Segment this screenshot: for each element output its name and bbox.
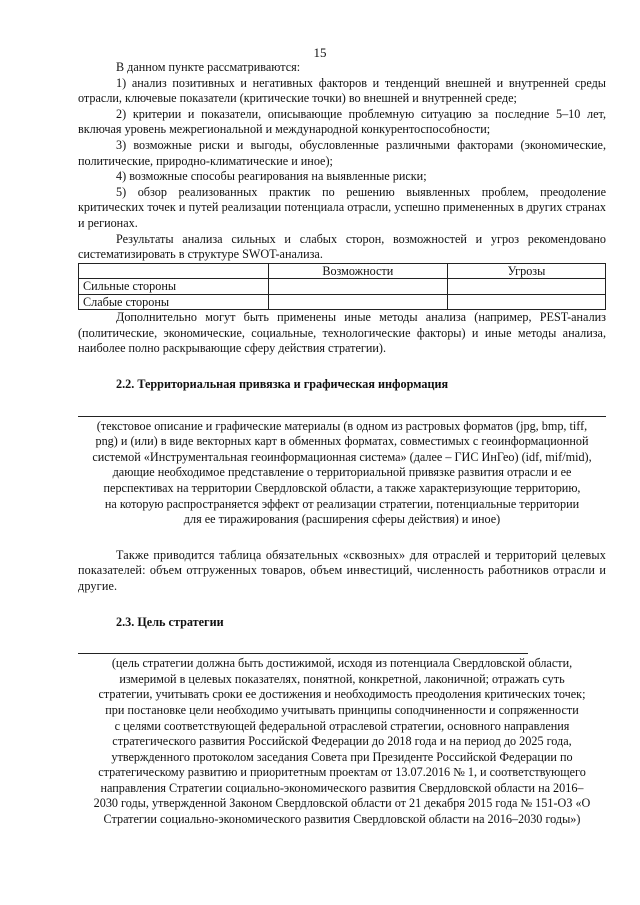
hint-line: дающие необходимое представление о территориальной привязке развития отрасли и ее — [112, 465, 572, 480]
swot-intro: Результаты анализа сильных и слабых сторон, возможностей и угроз рекомендовано систематизировать в структуре SWOT-анализа. — [78, 231, 606, 262]
swot-row-strengths — [79, 279, 606, 295]
hint-line: (текстовое описание и графические материалы (в одном из растровых форматов (jpg, bmp, tiff, — [96, 418, 588, 433]
section-heading-2-2: 2.2. Территориальная привязка и графическая информация — [116, 377, 449, 391]
hint-line: для ее тиражирования (расширения сферы действия) и иное) — [183, 512, 501, 527]
hint-line: стратегическому развитию и приоритетным проектам от 13.07.2016 № 1, и соответствующего — [98, 765, 586, 780]
swot-row-weaknesses — [79, 294, 606, 310]
swot-row-label: Сильные стороны — [79, 279, 269, 295]
hint-line: утвержденного протоколом заседания Совета при Президенте Российской Федерации по — [111, 749, 573, 764]
hint-line: направления Стратегии социально-экономического развития Свердловской области на 2016– — [100, 780, 584, 795]
swot-header-opportunities: Возможности — [268, 263, 447, 279]
list-item: 4) возможные способы реагирования на выявленные риски; — [116, 169, 427, 184]
hint-line: стратегического развития Российской Федерации до 2018 года и на период до 2025 года, — [112, 734, 572, 749]
cross-cutting-indicators-text: Также приводится таблица обязательных «сквозных» для отраслей и территорий целевых показателей: объем отгруженных товаров, объем инвестиций, численность работников отрасли и другие. — [78, 547, 606, 593]
intro-text: В данном пункте рассматриваются: — [116, 60, 301, 74]
section-heading-2-3: 2.3. Цель стратегии — [116, 614, 224, 629]
swot-row-label: Слабые стороны — [79, 294, 269, 310]
list-item: 5) обзор реализованных практик по решению выявленных проблем, преодоление критических точек и путей реализации потенциала отрасли, успешно примененных в других странах и регионах. — [78, 184, 606, 230]
hint-line: стратегии, учитывать сроки ее достижения и необходимость преодоления критических точек; — [98, 687, 586, 702]
swot-header-empty — [79, 263, 269, 279]
swot-cell — [268, 279, 447, 295]
swot-header-row — [79, 263, 606, 279]
hint-line: перспективах на территории Свердловской области, а также характеризующие территорию, — [103, 480, 581, 495]
hint-line: на которую распространяется эффект от реализации стратегии, потенциальные территории — [104, 496, 580, 511]
swot-cell — [447, 279, 605, 295]
page-number: 15 — [313, 45, 327, 60]
hint-line: измеримой в целевых показателях, понятной, конкретной, лаконичной; отражать суть — [119, 671, 565, 686]
hint-line: (цель стратегии должна быть достижимой, исходя из потенциала Свердловской области, — [111, 656, 573, 671]
page-content — [78, 60, 606, 828]
swot-header-threats: Угрозы — [447, 263, 605, 279]
list-item: 3) возможные риски и выгоды, обусловленные различными факторами (экономические, политические, природно-климатические и иное); — [78, 137, 606, 168]
list-item: 1) анализ позитивных и негативных факторов и тенденций внешней и внутренней среды отрасли, ключевые показатели (критические точки) во внешней и внутренней среде; — [78, 75, 606, 106]
fill-in-line — [78, 639, 528, 654]
hint-line: с целями соответствующей федеральной отраслевой стратегии, основного направления — [114, 718, 570, 733]
additional-methods-text: Дополнительно могут быть применены иные методы анализа (например, PEST-анализ (политические, экономические, социальные, технологические факторы) и иные методы анализа, наиболее полно раскрывающие сферу действия стратегии). — [78, 310, 606, 356]
list-item: 2) критерии и показатели, описывающие проблемную ситуацию за последние 5–10 лет, включая уровень межрегиональной и международной конкурентоспособности; — [78, 106, 606, 137]
swot-table — [78, 263, 606, 311]
swot-cell — [268, 294, 447, 310]
hint-line: 2030 годы, утвержденной Законом Свердловской области от 21 декабря 2015 года № 151-ОЗ «О — [93, 796, 591, 811]
swot-cell — [447, 294, 605, 310]
hint-line: png) и (или) в виде векторных карт в обменных форматах, совместимых с геоинформационной — [95, 434, 589, 449]
hint-line: Стратегии социально-экономического развития Свердловской области на 2016–2030 годы») — [103, 812, 581, 827]
fill-in-line — [78, 402, 606, 417]
hint-line: системой «Инструментальная геоинформационная система» (далее – ГИС ИнГео) (idf, mif/mid), — [92, 449, 592, 464]
hint-line: при постановке цели необходимо учитывать принципы соподчиненности и сопряженности — [105, 702, 579, 717]
